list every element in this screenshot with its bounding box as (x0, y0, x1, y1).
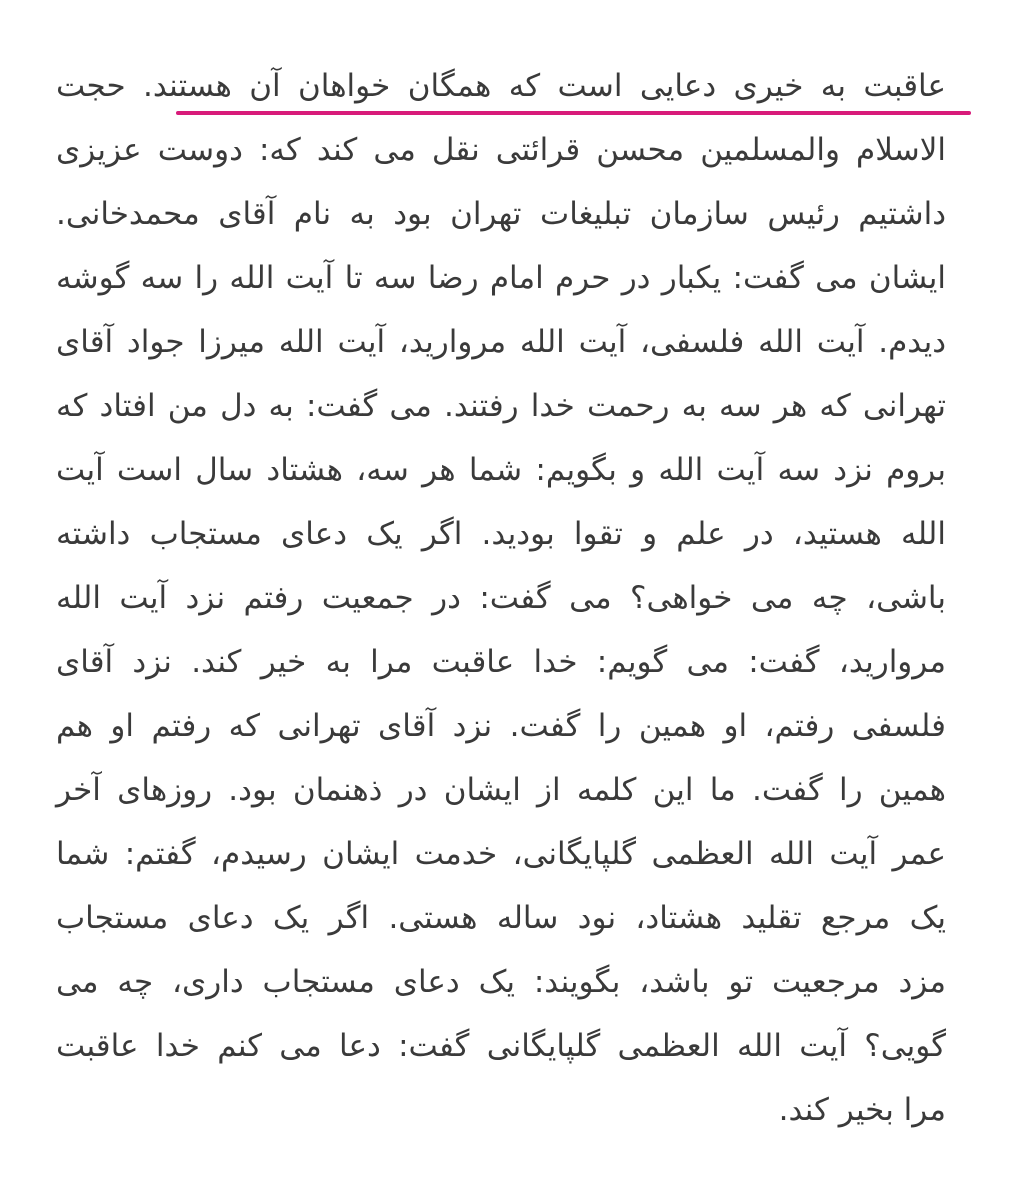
text-line-10: مروارید، گفت: می گویم: خدا عاقبت مرا به خیر کند. نزد آقای (56, 644, 946, 680)
text-line-12: همین را گفت. ما این کلمه از ایشان در ذهنمان بود. روزهای آخر (56, 772, 946, 808)
text-line-7: بروم نزد سه آیت الله و بگویم: شما هر سه، هشتاد سال است آیت (56, 452, 946, 488)
text-line-1: عاقبت به خیری دعایی است که همگان خواهان آن هستند. حجت (56, 68, 946, 104)
text-line-13: عمر آیت الله العظمی گلپایگانی، خدمت ایشان رسیدم، گفتم: شما (56, 836, 946, 872)
text-line-3: داشتیم رئیس سازمان تبلیغات تهران بود به نام آقای محمدخانی. (56, 196, 946, 232)
text-line-16: گویی؟ آیت الله العظمی گلپایگانی گفت: دعا می کنم خدا عاقبت (56, 1028, 946, 1064)
text-line-17: مرا بخیر کند. (778, 1092, 946, 1128)
text-line-14: یک مرجع تقلید هشتاد، نود ساله هستی. اگر یک دعای مستجاب (56, 900, 946, 936)
text-line-9: باشی، چه می خواهی؟ می گفت: در جمعیت رفتم نزد آیت الله (56, 580, 946, 616)
text-line-4: ایشان می گفت: یکبار در حرم امام رضا سه تا آیت الله را سه گوشه (56, 260, 946, 296)
text-line-2: الاسلام والمسلمین محسن قرائتی نقل می کند که: دوست عزیزی (56, 132, 946, 168)
text-line-8: الله هستید، در علم و تقوا بودید. اگر یک دعای مستجاب داشته (56, 516, 946, 552)
text-line-5: دیدم. آیت الله فلسفی، آیت الله مروارید، آیت الله میرزا جواد آقای (56, 324, 946, 360)
text-line-15: مزد مرجعیت تو باشد، بگویند: یک دعای مستجاب داری، چه می (56, 964, 946, 1000)
text-line-11: فلسفی رفتم، او همین را گفت. نزد آقای تهرانی که رفتم او هم (56, 708, 946, 744)
highlight-underline (176, 111, 971, 115)
text-line-6: تهرانی که هر سه به رحمت خدا رفتند. می گفت: به دل من افتاد که (56, 388, 946, 424)
